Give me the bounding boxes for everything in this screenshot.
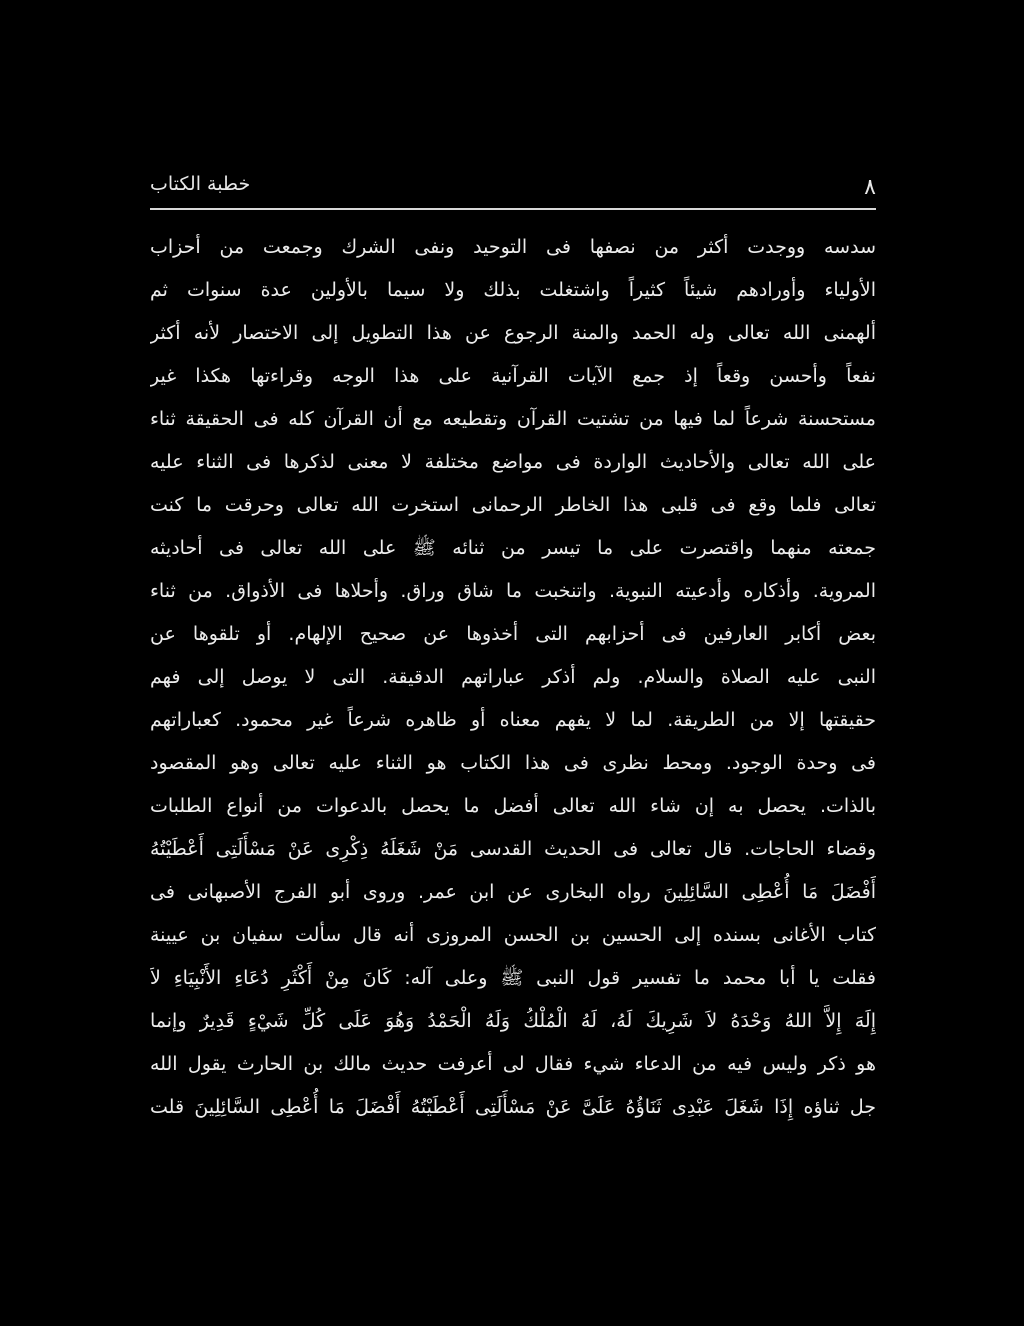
- text-line: جمعته منهما واقتصرت على ما تيسر من ثنائه ﷺ على الله تعالى فى أحاديثه: [150, 537, 876, 559]
- text-line: سدسه ووجدت أكثر من نصفها فى التوحيد ونفى الشرك وجمعت من أحزاب: [150, 236, 876, 258]
- text-line: الأولياء وأورادهم شيئاً كثيراً واشتغلت بذلك ولا سيما بالأولين عدة سنوات ثم: [150, 279, 876, 301]
- text-line: على الله تعالى والأحاديث الواردة فى مواضع مختلفة لا معنى لذكرها فى الثناء عليه: [150, 451, 876, 473]
- text-line: إِلَهَ إِلاَّ اللهُ وَحْدَهُ لاَ شَرِيكَ لَهُ، لَهُ الْمُلْكُ وَلَهُ الْحَمْدُ وَهُوَ عَلَى كُلِّ شَيْءٍ قَدِيرٌ وإنما: [150, 1010, 876, 1032]
- text-line: وقضاء الحاجات. قال تعالى فى الحديث القدسى مَنْ شَغَلَهُ ذِكْرِى عَنْ مَسْأَلَتِى أَعْطَيْتُهُ: [150, 838, 876, 860]
- text-line: بعض أكابر العارفين فى أحزابهم التى أخذوها عن صحيح الإلهام. أو تلقوها عن: [150, 623, 876, 645]
- text-line: نفعاً وأحسن وقعاً إذ جمع الآيات القرآنية على هذا الوجه وقراءتها هكذا غير: [150, 365, 876, 387]
- text-line: ألهمنى الله تعالى وله الحمد والمنة الرجوع عن هذا التطويل إلى الاختصار لأنه أكثر: [150, 322, 876, 344]
- text-line: المروية. وأذكاره وأدعيته النبوية. واتنخبت ما شاق وراق. وأحلاها فى الأذواق. من ثناء: [150, 580, 876, 602]
- text-line: فى وحدة الوجود. ومحط نظرى فى هذا الكتاب هو الثناء عليه تعالى وهو المقصود: [150, 752, 876, 774]
- page-header: [150, 172, 876, 202]
- body-text: [150, 226, 876, 1129]
- text-line: كتاب الأغانى بسنده إلى الحسين بن الحسن المروزى أنه قال سألت سفيان بن عيينة: [150, 924, 876, 946]
- text-line: بالذات. يحصل به إن شاء الله تعالى أفضل ما يحصل بالدعوات من أنواع الطلبات: [150, 795, 876, 817]
- page-number: ٨: [864, 175, 876, 200]
- text-line: تعالى فلما وقع فى قلبى هذا الخاطر الرحمانى استخرت الله تعالى وحرقت ما كنت: [150, 494, 876, 516]
- running-title: خطبة الكتاب: [150, 173, 251, 195]
- text-line: حقيقتها إلا من الطريقة. لما لا يفهم معناه أو ظاهره شرعاً غير محمود. كعباراتهم: [150, 709, 876, 731]
- text-line: مستحسنة شرعاً لما فيها من تشتيت القرآن وتقطيعه مع أن القرآن كله فى الحقيقة ثناء: [150, 408, 876, 430]
- text-line: أَفْضَلَ مَا أُعْطِى السَّائِلِينَ رواه البخارى عن ابن عمر. وروى أبو الفرج الأصبهانى فى: [150, 881, 876, 903]
- text-line: جل ثناؤه إِذَا شَغَلَ عَبْدِى ثَنَاؤُهُ عَلَىَّ عَنْ مَسْأَلَتِى أَعْطَيْتُهُ أَفْضَلَ مَا أُعْطِى السَّائِلِينَ قلت: [150, 1096, 876, 1118]
- text-line: النبى عليه الصلاة والسلام. ولم أذكر عباراتهم الدقيقة. التى لا يوصل إلى فهم: [150, 666, 876, 688]
- text-line: هو ذكر وليس فيه من الدعاء شيء فقال لى أعرفت حديث مالك بن الحارث يقول الله: [150, 1053, 876, 1075]
- header-rule: [150, 208, 876, 210]
- text-line: فقلت يا أبا محمد ما تفسير قول النبى ﷺ وعلى آله: كَانَ مِنْ أَكْثَرِ دُعَاءِ الأَنْبِيَاءِ لاَ: [150, 967, 876, 989]
